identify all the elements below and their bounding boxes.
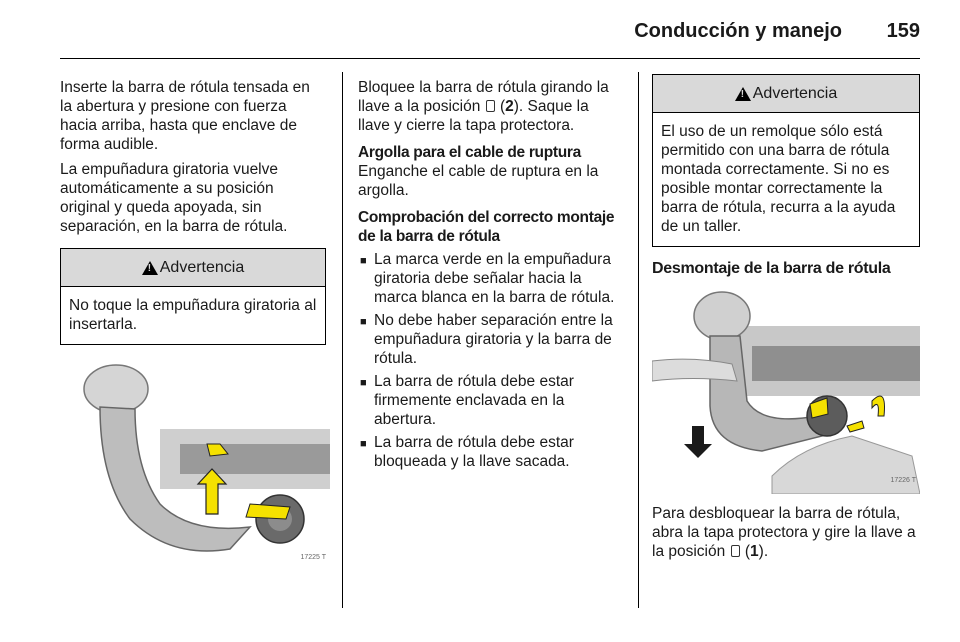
column-1: [60, 78, 326, 571]
header-rule: [60, 58, 920, 59]
figure-code: 17226 T: [890, 477, 916, 484]
column-divider-1: [342, 72, 343, 608]
list-item: ■ La barra de rótula debe estar bloqueada y la llave sacada.: [360, 434, 574, 470]
bullet-icon: ■: [360, 438, 367, 450]
heading-check-mounting: Comprobación del correcto montaje de la barra de rótula: [358, 209, 615, 245]
section-title: Conducción y manejo: [634, 20, 842, 42]
warning-box: [60, 248, 326, 345]
figure-towbar-removal: [652, 286, 920, 494]
paragraph-lock: Bloquee la barra de rótula girando la llave a la posición (2). Saque la llave y cierre la tapa protectora.: [358, 79, 609, 134]
towbar-removal-illustration: [652, 286, 920, 494]
paragraph-insert: Inserte la barra de rótula tensada en la abertura y presione con fuerza hacia arriba, hasta que enclave de forma audible.: [60, 79, 310, 153]
bullet-icon: ■: [360, 255, 367, 267]
column-2: [358, 78, 624, 471]
lock-open-icon: [731, 545, 740, 557]
warning-text: No toque la empuñadura giratoria al insertarla.: [69, 297, 317, 333]
heading-removal: Desmontaje de la barra de rótula: [652, 260, 891, 277]
list-item: ■ La marca verde en la empuñadura giratoria debe señalar hacia la marca blanca en la barra de rótula.: [360, 251, 615, 306]
warning-icon: [735, 87, 751, 101]
lock-closed-icon: [486, 100, 495, 112]
figure-towbar-insert: [60, 359, 330, 571]
list-item: ■ No debe haber separación entre la empuñadura giratoria y la barra de rótula.: [360, 312, 613, 367]
page-header: [0, 0, 960, 60]
warning-text: El uso de un remolque sólo está permitido con una barra de rótula montada correctamente. Si no es posible montar correctamente la barra de rótula, recurra a la ayuda de un taller.: [661, 123, 896, 235]
bullet-icon: ■: [360, 377, 367, 389]
paragraph-handle: La empuñadura giratoria vuelve automáticamente a su posición original y queda apoyada, sin separación, en la barra de rótula.: [60, 161, 288, 235]
warning-title: Advertencia: [752, 85, 838, 102]
warning-header: [653, 75, 919, 113]
list-item: ■ La barra de rótula debe estar firmemente enclavada en la abertura.: [360, 373, 574, 428]
column-divider-2: [638, 72, 639, 608]
page-number: 159: [886, 20, 920, 42]
warning-title: Advertencia: [159, 259, 245, 276]
warning-header: [61, 249, 325, 287]
heading-breakaway-ring: Argolla para el cable de ruptura: [358, 144, 581, 161]
towbar-insert-illustration: [60, 359, 330, 571]
paragraph-unlock: Para desbloquear la barra de rótula, abra la tapa protectora y gire la llave a la posición (1).: [652, 505, 916, 560]
warning-icon: [142, 261, 158, 275]
warning-box: [652, 74, 920, 247]
bullet-icon: ■: [360, 316, 367, 328]
paragraph-breakaway: Enganche el cable de ruptura en la argolla.: [358, 163, 599, 199]
column-3: [652, 78, 920, 567]
figure-code: 17225 T: [300, 554, 326, 561]
